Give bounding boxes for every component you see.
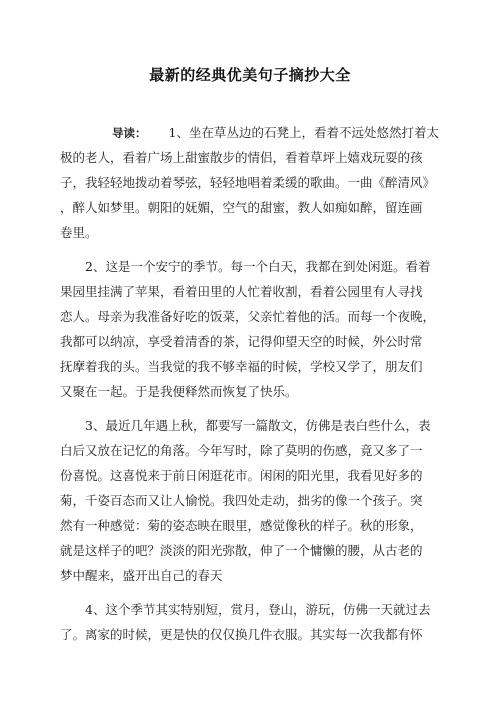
paragraph-line: 梦中醒来，盛开出自己的春天	[60, 568, 223, 583]
document-title: 最新的经典优美句子摘抄大全	[149, 66, 351, 84]
paragraph-line: 菊，千姿百态而又让人愉悦。我四处走动，拙劣的像一个孩子。突	[60, 493, 423, 508]
paragraph-line: 又聚在一起。于是我便释然而恢复了快乐。	[60, 384, 298, 399]
paragraph-line: 子，我轻轻地拨动着琴弦，轻轻地唱着柔缓的歌曲。一曲《醉清风》	[60, 175, 436, 190]
intro-label: 导读：	[112, 126, 147, 140]
paragraph-line: 2、这是一个安宁的季节。每一个白天，我都在到处闲逛。看着	[85, 259, 431, 274]
paragraph-2	[60, 254, 436, 404]
paragraph-line: 恋人。母亲为我准备好吃的饭菜，父亲忙着他的活。而每一个夜晚，	[60, 309, 436, 324]
paragraph-3	[60, 413, 432, 588]
paragraph-line: 我都可以纳凉，享受着清香的茶，记得仰望天空的时候，外公时常	[60, 334, 423, 349]
paragraph-4	[60, 597, 432, 647]
paragraph-line: 了。离家的时候，更是快的仅仅换几件衣服。其实每一次我都有怀	[60, 627, 423, 642]
document-body	[60, 120, 439, 647]
paragraph-line: 卷里。	[60, 225, 98, 240]
paragraph-line: 抚摩着我的头。当我觉的我不够幸福的时候，学校又学了，朋友们	[60, 359, 423, 374]
paragraph-line: 份喜悦。这喜悦来于前日闲逛花市。闲闲的阳光里，我看见好多的	[60, 468, 423, 483]
paragraph-line: 导读： 1、坐在草丛边的石凳上，看着不远处悠然打着太	[60, 120, 432, 145]
paragraph-line: 极的老人，看着广场上甜蜜散步的情侣，看着草坪上嬉戏玩耍的孩	[60, 150, 423, 165]
paragraph-line: 白后又放在记忆的角落。今年写时，除了莫明的伤感，竟又多了一	[60, 443, 423, 458]
paragraph-1	[60, 120, 439, 245]
paragraph-line: 果园里挂满了苹果，看着田里的人忙着收割，看着公园里有人寻找	[60, 284, 423, 299]
paragraph-line: 4、这个季节其实特别短，赏月，登山，游玩，仿佛一天就过去	[85, 602, 431, 617]
paragraph-line: 就是这样子的吧？淡淡的阳光弥散，伸了一个慵懒的腰，从古老的	[60, 543, 423, 558]
paragraph-line: 然有一种感觉：菊的姿态映在眼里，感觉像秋的样子。秋的形象，	[60, 518, 423, 533]
paragraph-line: 3、最近几年遇上秋，都要写一篇散文，仿佛是表白些什么，表	[85, 418, 431, 433]
paragraph-line: ，醉人如梦里。朝阳的妩媚，空气的甜蜜，教人如痴如醉，留连画	[60, 200, 423, 215]
